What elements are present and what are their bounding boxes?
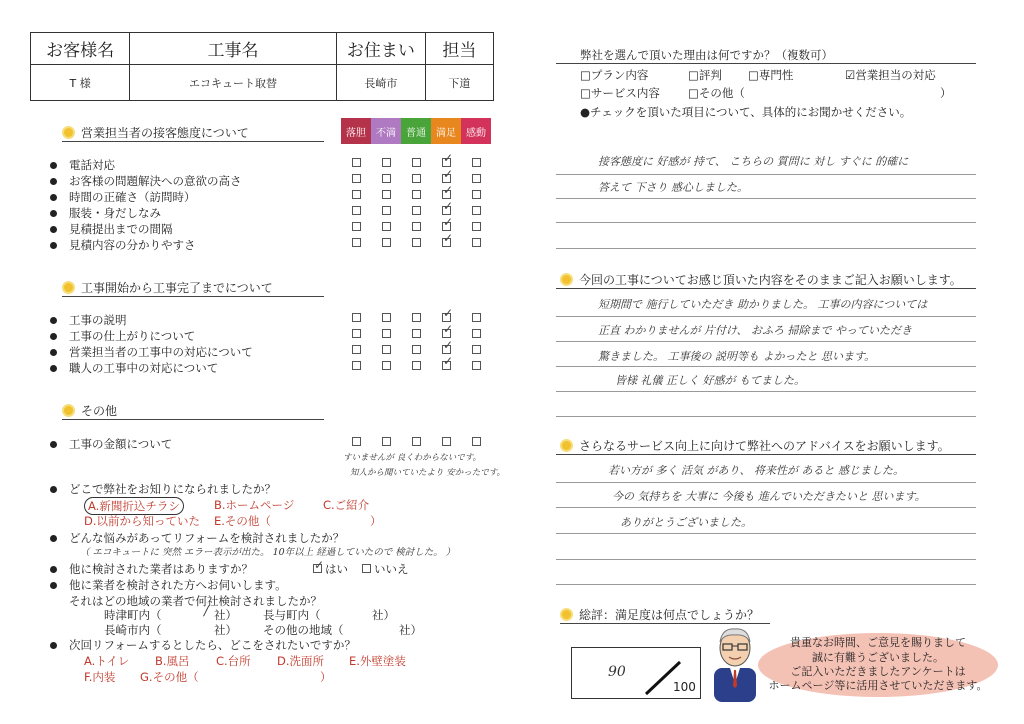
thanks-message-bubble	[758, 633, 998, 697]
divider	[556, 63, 976, 64]
bullet-icon	[50, 486, 57, 493]
rating-checkbox	[352, 313, 361, 322]
rating-checkbox	[382, 158, 391, 167]
bullet-icon	[50, 162, 57, 169]
rating-checkbox	[472, 174, 481, 183]
flower-icon	[62, 126, 75, 139]
rating-checkbox	[352, 437, 361, 446]
rating-checkbox	[472, 238, 481, 247]
bullet-icon	[50, 441, 57, 448]
check-mark-icon: ✓	[443, 215, 454, 229]
option-other-next: G.その他（	[140, 670, 199, 684]
region-other-unit: 社）	[399, 623, 422, 637]
check-mark-icon: ✓	[443, 231, 454, 245]
handwritten-reason-answer: 答えて 下さり 感心しました。	[598, 181, 748, 194]
rating-header-impressed: 感動	[461, 118, 491, 144]
check-mark-icon: ✓	[443, 151, 454, 165]
option-toilet: A.トイレ	[84, 654, 130, 668]
section-construction-title	[62, 279, 273, 296]
question-region: 他に業者を検討された方へお伺いします。	[50, 577, 287, 593]
rating-header-normal: 普通	[401, 118, 431, 144]
answer-line	[556, 174, 976, 175]
option-washroom: D.洗面所	[277, 654, 325, 668]
list-item: 電話対応	[50, 157, 115, 173]
section-title-text: さらなるサービス向上に向けて弊社へのアドバイスをお願いします。	[579, 439, 950, 453]
rating-checkbox	[382, 206, 391, 215]
handwritten-feel-answer: 正直 わかりませんが 片付け、 おふろ 掃除まで やっていただき	[598, 324, 913, 337]
question-other-vendors: 他に検討された業者はありますか？	[50, 561, 253, 577]
section-sales-attitude-title	[62, 124, 249, 141]
flower-icon	[560, 608, 573, 621]
rating-checkbox	[382, 345, 391, 354]
handwritten-feel-answer: 皆様 礼儀 正しく 好感が もてました。	[615, 374, 805, 387]
reason-plan: □プラン内容	[580, 68, 649, 82]
option-bath: B.風呂	[155, 654, 190, 668]
answer-line	[556, 248, 976, 249]
rating-checkbox	[472, 158, 481, 167]
rating-checkbox	[412, 329, 421, 338]
rating-header-satisfied: 満足	[431, 118, 461, 144]
header-job-name: 工事名	[130, 33, 337, 65]
handwritten-score: 90	[608, 664, 626, 680]
list-item: 工事の金額について	[50, 436, 172, 452]
rating-checkbox	[352, 158, 361, 167]
list-item: 時間の正確さ（訪問時）	[50, 189, 196, 205]
answer-line	[556, 366, 976, 367]
rating-checkbox	[412, 437, 421, 446]
bullet-icon	[50, 333, 57, 340]
rating-checkbox	[412, 158, 421, 167]
score-max: 100	[673, 680, 696, 694]
reason-service: □サービス内容	[580, 86, 660, 100]
list-item: 工事の仕上がりについて	[50, 328, 195, 344]
rating-checkbox	[352, 190, 361, 199]
list-item: 工事の説明	[50, 312, 127, 328]
question-worry: どんな悩みがあってリフォームを検討されましたか？	[50, 530, 344, 546]
option-other-close: ）	[370, 514, 382, 528]
rating-checkbox	[382, 190, 391, 199]
bullet-icon	[50, 178, 57, 185]
handwritten-reason-answer: 接客態度に 好感が 持て、 こちらの 質問に 対し すぐに 的確に	[598, 155, 909, 168]
option-known-before: D.以前から知っていた	[84, 514, 201, 528]
option-no-label: いいえ	[374, 562, 409, 576]
divider	[556, 288, 976, 289]
job-name-value: エコキュート取替	[130, 65, 337, 101]
list-item: 職人の工事中の対応について	[50, 360, 218, 376]
rating-checkbox	[352, 222, 361, 231]
section-title-text: 営業担当者の接客態度について	[81, 126, 249, 140]
rating-checkbox	[352, 329, 361, 338]
option-yes-label: はい	[325, 562, 348, 576]
section-feel-title	[560, 271, 962, 288]
rating-checkbox	[382, 222, 391, 231]
rating-header-unsatisfied: 不満	[371, 118, 401, 144]
handwritten-feel-answer: 短期間で 施行していただき 助かりました。 工事の内容については	[598, 298, 928, 311]
rating-checkbox	[412, 361, 421, 370]
rating-checkbox	[472, 361, 481, 370]
question-region-detail: それはどの地域の業者で何社検討されましたか？	[69, 594, 322, 608]
rating-checkbox	[442, 437, 451, 446]
check-mark-icon: ✓	[443, 322, 454, 336]
rating-checkbox	[382, 437, 391, 446]
check-mark-icon: ✓	[443, 167, 454, 181]
bullet-icon	[50, 642, 57, 649]
option-kitchen: C.台所	[216, 654, 251, 668]
thanks-line: ホームページ等に活用させていただきます。	[768, 679, 988, 693]
answer-line	[556, 584, 976, 585]
region-togitsu: 時津町内（	[104, 608, 162, 622]
rating-checkbox	[352, 361, 361, 370]
handwritten-advice-answer: 若い方が 多く 活気 があり、 将来性が あると 感じました。	[608, 464, 904, 477]
question-reason: 弊社を選んで頂いた理由は何ですか？（複数可）	[580, 48, 833, 62]
region-togitsu-unit: 社）	[214, 608, 237, 622]
check-mark-icon: ☑	[845, 68, 856, 82]
divider	[556, 454, 976, 455]
answer-line	[556, 316, 976, 317]
answer-line	[556, 222, 976, 223]
divider	[62, 419, 324, 420]
handwritten-advice-answer: 今の 気持ちを 大事に 今後も 進んでいただきたいと 思います。	[612, 490, 926, 503]
check-mark-icon: ✓	[443, 306, 454, 320]
reason-reputation: □評判	[688, 68, 722, 82]
header-staff: 担当	[425, 33, 493, 65]
bullet-icon	[50, 317, 57, 324]
rating-checkbox	[352, 238, 361, 247]
reason-sales-response: ☑営業担当の対応	[845, 68, 936, 82]
answer-line	[556, 416, 976, 417]
handwritten-region-count: /	[204, 604, 209, 619]
rating-checkbox	[412, 222, 421, 231]
header-residence: お住まい	[336, 33, 425, 65]
rating-checkbox	[412, 190, 421, 199]
flower-icon	[560, 273, 573, 286]
region-nagasaki-unit: 社）	[214, 623, 237, 637]
question-how-know: どこで弊社をお知りになられましたか？	[50, 481, 276, 497]
answer-line	[556, 198, 976, 199]
rating-checkbox	[382, 174, 391, 183]
rating-checkbox	[352, 345, 361, 354]
check-mark-icon: ✓	[443, 338, 454, 352]
bullet-icon	[50, 535, 57, 542]
rating-checkbox	[472, 329, 481, 338]
handwritten-feel-answer: 驚きました。 工事後の 説明等も よかったと 思います。	[598, 350, 876, 363]
bullet-icon	[50, 242, 57, 249]
option-other: E.その他（	[214, 514, 271, 528]
question-next-reform: 次回リフォームするとしたら、どこをされたいですか？	[50, 637, 356, 653]
rating-checkbox	[412, 345, 421, 354]
rating-checkbox	[352, 174, 361, 183]
check-mark-icon: ✓	[443, 354, 454, 368]
residence-value: 長崎市	[336, 65, 425, 101]
thanks-line: 貴重なお時間、ご意見を賜りまして	[790, 636, 966, 650]
header-customer-name: お客様名	[31, 33, 130, 65]
handwritten-price-note: すいませんが 良くわからないです。	[343, 453, 482, 463]
staff-value: 下道	[425, 65, 493, 101]
region-nagayo-unit: 社）	[372, 608, 395, 622]
bullet-icon	[50, 349, 57, 356]
rating-checkbox	[412, 313, 421, 322]
section-title-text: 工事開始から工事完了までについて	[81, 281, 273, 295]
list-item: 見積提出までの間隔	[50, 221, 173, 237]
rating-checkbox	[412, 206, 421, 215]
answer-line	[556, 391, 976, 392]
bullet-icon	[50, 566, 57, 573]
reason-expertise: □専門性	[748, 68, 794, 82]
section-title-text: 総評：満足度は何点でしょうか？	[579, 608, 760, 622]
reason-other-close: ）	[940, 86, 952, 100]
reason-other: □その他（	[688, 86, 745, 100]
reason-detail-prompt: ●チェックを頂いた項目について、具体的にお聞かせください。	[580, 105, 912, 119]
divider	[62, 141, 324, 142]
section-advice-title	[560, 437, 950, 454]
bullet-icon	[50, 582, 57, 589]
flower-icon	[560, 439, 573, 452]
option-other-next-close: ）	[320, 670, 332, 684]
rating-checkbox	[472, 313, 481, 322]
section-title-text: 今回の工事についてお感じ頂いた内容をそのままご記入お願いします。	[579, 273, 962, 287]
answer-line	[556, 507, 976, 508]
flower-icon	[62, 404, 75, 417]
rating-checkbox	[472, 345, 481, 354]
answer-line	[556, 559, 976, 560]
check-mark-icon: ✓	[443, 199, 454, 213]
rating-checkbox	[382, 238, 391, 247]
section-score-title	[560, 606, 759, 623]
option-interior: F.内装	[84, 670, 116, 684]
flower-icon	[62, 281, 75, 294]
check-mark-icon: ✓	[314, 558, 325, 572]
rating-checkbox	[412, 174, 421, 183]
thanks-line: ご記入いただきましたアンケートは	[790, 665, 966, 678]
list-item: 営業担当者の工事中の対応について	[50, 344, 253, 360]
region-nagasaki: 長崎市内（	[104, 623, 162, 637]
rating-checkbox	[472, 206, 481, 215]
bullet-icon	[50, 194, 57, 201]
list-item: 服装・身だしなみ	[50, 205, 161, 221]
thanks-line: 誠に有難うございました。	[812, 650, 944, 664]
rating-checkbox	[382, 329, 391, 338]
customer-name-value: T 様	[31, 65, 130, 101]
option-homepage: B.ホームページ	[214, 498, 295, 512]
bullet-icon	[50, 226, 57, 233]
option-referral: C.ご紹介	[323, 498, 370, 512]
option-exterior-painting: E.外壁塗装	[349, 654, 406, 668]
option-newspaper-flyer: A.新聞折込チラシ	[84, 497, 184, 515]
rating-checkbox	[382, 361, 391, 370]
region-other: その他の地域（	[263, 623, 344, 637]
bullet-icon	[50, 210, 57, 217]
handwritten-price-note: 知人から聞いていたより 安かったです。	[350, 468, 506, 478]
rating-checkbox	[472, 222, 481, 231]
section-title-text: その他	[81, 404, 118, 418]
answer-line	[556, 482, 976, 483]
check-mark-icon: ✓	[443, 183, 454, 197]
bullet-icon	[50, 365, 57, 372]
rating-header-disappointed: 落胆	[341, 118, 371, 144]
answer-line	[556, 533, 976, 534]
checkbox-no	[362, 564, 371, 573]
handwritten-advice-answer: ありがとうございました。	[620, 516, 752, 529]
answer-line	[556, 341, 976, 342]
rating-checkbox	[352, 206, 361, 215]
list-item: 見積内容の分かりやすさ	[50, 237, 196, 253]
rating-checkbox	[472, 437, 481, 446]
list-item: お客様の問題解決への意欲の高さ	[50, 173, 242, 189]
staff-illustration-icon	[708, 624, 762, 702]
rating-checkbox	[382, 313, 391, 322]
rating-checkbox	[472, 190, 481, 199]
rating-checkbox	[412, 238, 421, 247]
section-other-title	[62, 402, 117, 419]
divider	[62, 296, 324, 297]
region-nagayo: 長与町内（	[263, 608, 321, 622]
handwritten-worry-answer: （ エコキュートに 突然 エラー表示が出た。 10年以上 経過していたので 検討した。 ）	[80, 547, 456, 558]
customer-info-table	[30, 32, 494, 101]
